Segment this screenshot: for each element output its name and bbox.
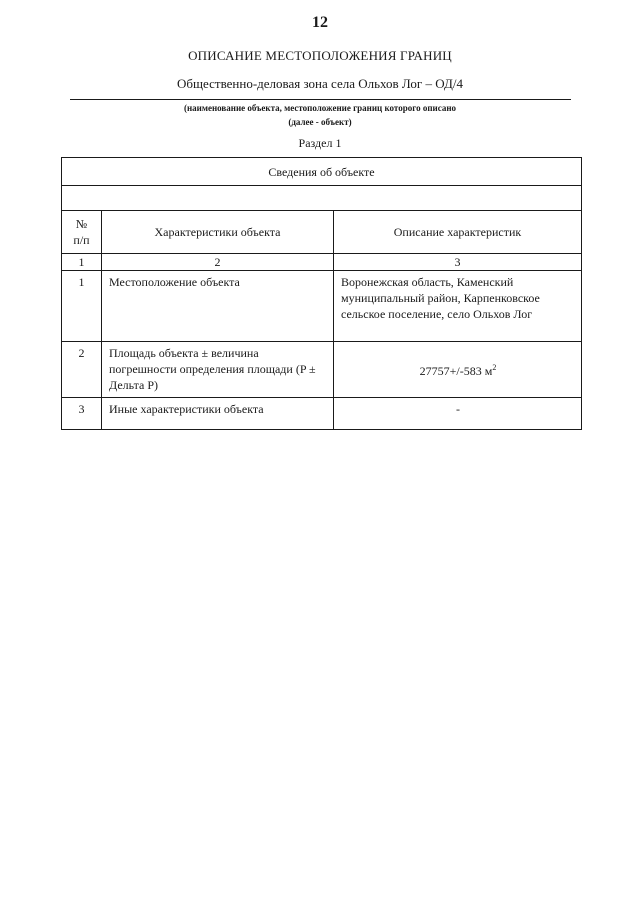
document-title: ОПИСАНИЕ МЕСТОПОЛОЖЕНИЯ ГРАНИЦ bbox=[188, 48, 452, 63]
row-number: 2 bbox=[62, 342, 102, 398]
area-value: 27757+/-583 м bbox=[419, 364, 493, 378]
row-characteristic: Иные характеристики объекта bbox=[102, 398, 334, 430]
object-name-underline bbox=[70, 99, 571, 100]
column-number-2: 2 bbox=[102, 254, 334, 271]
row-number: 1 bbox=[62, 271, 102, 342]
object-name: Общественно-деловая зона села Ольхов Лог – ОД/4 bbox=[177, 76, 463, 91]
row-characteristic: Местоположение объекта bbox=[102, 271, 334, 342]
object-name-caption-line1: (наименование объекта, местоположение границ которого описано bbox=[183, 103, 457, 113]
column-number-1: 1 bbox=[62, 254, 102, 271]
table-heading: Сведения об объекте bbox=[62, 158, 582, 186]
object-name-caption-line2: (далее - объект) bbox=[288, 117, 352, 127]
area-unit-power: 2 bbox=[492, 363, 497, 372]
row-number: 3 bbox=[62, 398, 102, 430]
table-row bbox=[62, 271, 582, 342]
row-description: Воронежская область, Каменский муниципальный район, Карпенковское сельское поселение, село Ольхов Лог bbox=[334, 271, 582, 342]
page-number: 12 bbox=[312, 14, 328, 31]
row-description: - bbox=[334, 398, 582, 430]
table-blank-row bbox=[62, 186, 582, 211]
object-info-table bbox=[61, 157, 582, 430]
table-row bbox=[62, 398, 582, 430]
section-label: Раздел 1 bbox=[298, 136, 342, 150]
row-characteristic: Площадь объекта ± величина погрешности определения площади (P ± Дельта P) bbox=[102, 342, 334, 398]
row-description bbox=[334, 342, 582, 398]
column-header-number: № п/п bbox=[62, 211, 102, 254]
table-row bbox=[62, 342, 582, 398]
column-header-description: Описание характеристик bbox=[334, 211, 582, 254]
column-header-characteristic: Характеристики объекта bbox=[102, 211, 334, 254]
column-number-3: 3 bbox=[334, 254, 582, 271]
